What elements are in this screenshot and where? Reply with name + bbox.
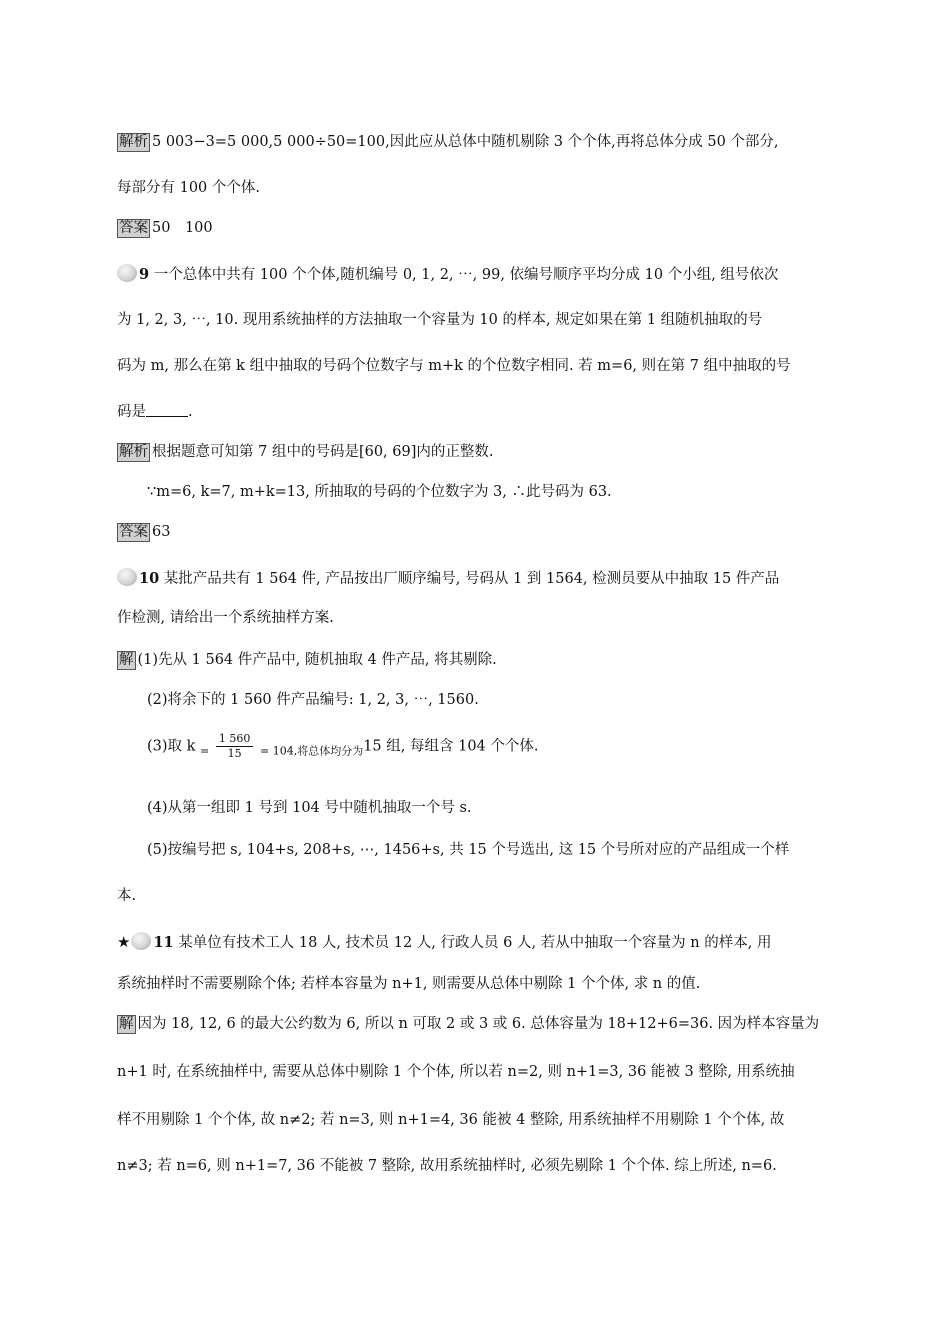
p10-s4: (4)从第一组即 1 号到 104 号中随机抽取一个号 s. — [147, 800, 472, 816]
p9-jiexi2: ∵m=6, k=7, m+k=13, 所抽取的号码的个位数字为 3, ∴此号码为 63. — [147, 484, 612, 500]
p11-line1: ★ 11 某单位有技术工人 18 人, 技术员 12 人, 行政人员 6 人, 若从中抽取一个容量为 n 的样本, 用 — [117, 933, 772, 951]
p9-line1: 9 一个总体中共有 100 个个体,随机编号 0, 1, 2, ⋯, 99, 依编号顺序平均分成 10 个小组, 组号依次 — [117, 264, 778, 285]
p10-s1: 解 (1)先从 1 564 件产品中, 随机抽取 4 件产品, 将其剔除. — [119, 652, 497, 668]
p11-sol3: 样不用剔除 1 个个体, 故 n≠2; 若 n=3, 则 n+1=4, 36 能被 4 整除, 用系统抽样不用剔除 1 个个体, 故 — [117, 1112, 785, 1128]
p8-jiexi-line1: 解析 5 003−3=5 000,5 000÷50=100,因此应从总体中随机剔除 3 个个体,再将总体分成 50 个部分, — [119, 134, 779, 150]
daan-tag: 答案 — [119, 524, 148, 540]
p10-s3: (3)取 k $_=$ $\frac{1 560}{15}$ $_{= 104,将总体均分为}$15 组, 每组含 104 个个体. — [147, 732, 539, 760]
jie-tag: 解 — [119, 652, 134, 668]
p8-jiexi-line2: 每部分有 100 个个体. — [117, 180, 261, 196]
p10-s5b: 本. — [117, 888, 137, 904]
p9-line4: 码是 . — [117, 404, 193, 420]
bubble-icon — [117, 264, 137, 282]
p11-sol2: n+1 时, 在系统抽样中, 需要从总体中剔除 1 个个体, 所以若 n=2, 则 n+1=3, 36 能被 3 整除, 用系统抽 — [117, 1064, 795, 1080]
p10-line2: 作检测, 请给出一个系统抽样方案. — [117, 610, 334, 626]
p9-jiexi1: 解析 根据题意可知第 7 组中的号码是[60, 69]内的正整数. — [119, 444, 494, 460]
bubble-icon — [131, 932, 151, 950]
p8-answer: 答案 50 100 — [119, 220, 213, 236]
p11-sol1: 解 因为 18, 12, 6 的最大公约数为 6, 所以 n 可取 2 或 3 或 6. 总体容量为 18+12+6=36. 因为样本容量为 — [119, 1016, 820, 1032]
fraction: $\frac{1 560}{15}$ — [216, 732, 254, 761]
star-icon: ★ — [117, 933, 131, 951]
p11-sol4: n≠3; 若 n=6, 则 n+1=7, 36 不能被 7 整除, 故用系统抽样时, 必须先剔除 1 个个体. 综上所述, n=6. — [117, 1158, 777, 1174]
daan-tag: 答案 — [119, 220, 148, 236]
p9-line3: 码为 m, 那么在第 k 组中抽取的号码个位数字与 m+k 的个位数字相同. 若 m=6, 则在第 7 组中抽取的号 — [117, 358, 791, 374]
p10-s5: (5)按编号把 s, 104+s, 208+s, ⋯, 1456+s, 共 15 个号选出, 这 15 个号所对应的产品组成一个样 — [147, 842, 790, 858]
p9-answer: 答案 63 — [119, 524, 171, 540]
bubble-icon — [117, 568, 137, 586]
jie-tag: 解 — [119, 1016, 134, 1032]
p9-line2: 为 1, 2, 3, ⋯, 10. 现用系统抽样的方法抽取一个容量为 10 的样本, 规定如果在第 1 组随机抽取的号 — [117, 312, 763, 328]
jiexi-tag: 解析 — [119, 444, 148, 460]
p11-line2: 系统抽样时不需要剔除个体; 若样本容量为 n+1, 则需要从总体中剔除 1 个个体, 求 n 的值. — [117, 976, 701, 992]
answer-blank — [146, 402, 188, 417]
p10-s2: (2)将余下的 1 560 件产品编号: 1, 2, 3, ⋯, 1560. — [147, 692, 479, 708]
p10-line1: 10 某批产品共有 1 564 件, 产品按出厂顺序编号, 号码从 1 到 1564, 检测员要从中抽取 15 件产品 — [117, 568, 779, 589]
jiexi-tag: 解析 — [119, 134, 148, 150]
